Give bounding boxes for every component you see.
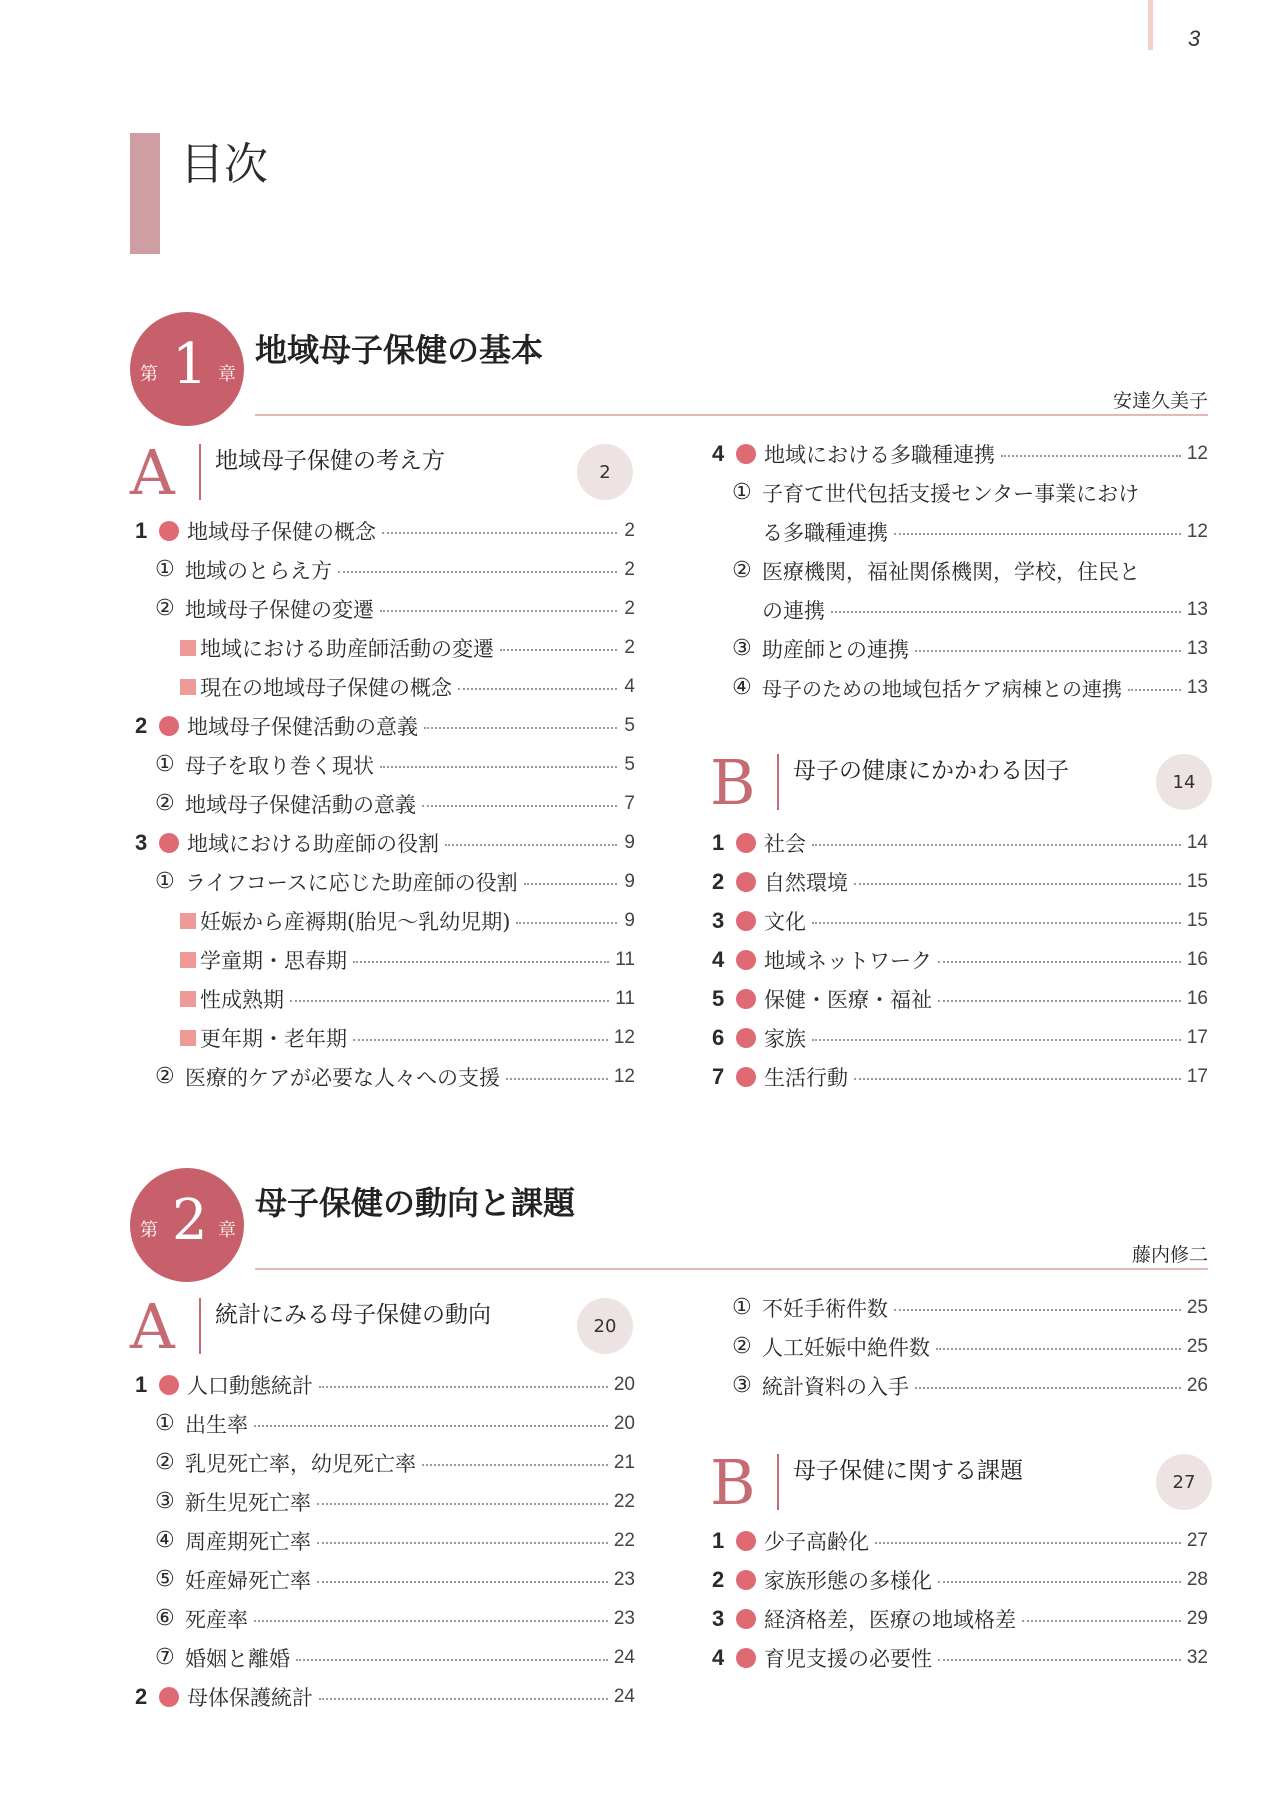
entry-number: 2 [712,1566,725,1592]
section-divider [777,1454,779,1510]
toc-entry-level3[interactable] [180,940,635,979]
entry-title: 社会 [764,831,806,856]
toc-entry-level3[interactable] [180,628,635,667]
entry-page: 24 [613,1646,635,1668]
entry-page: 24 [613,1685,635,1707]
entry-number: ② [155,1064,175,1089]
toc-entry-level2[interactable] [155,1404,635,1443]
entry-title: 地域母子保健活動の意義 [185,792,416,817]
entry-page: 23 [613,1607,635,1629]
entry-number: 7 [712,1063,725,1089]
entry-title: 出生率 [185,1412,248,1437]
entry-title: 地域母子保健活動の意義 [187,714,418,739]
red-dot-bullet-icon [736,1067,756,1087]
dot-leader [812,1039,1181,1041]
dot-leader [254,1620,608,1622]
entry-title: 家族形態の多様化 [764,1568,932,1593]
entry-title: 性成熟期 [200,987,284,1012]
entry-title: 母子を取り巻く現状 [185,753,374,778]
entry-page: 11 [615,987,635,1009]
section-page-badge: 2 [577,444,633,500]
red-dot-bullet-icon [736,911,756,931]
dot-leader [353,961,609,963]
entry-title: 医療機関，福祉関係機関，学校，住民と [762,559,1140,584]
dot-leader [254,1425,608,1427]
chapter-2-author: 藤内修二 [1131,1244,1208,1266]
dot-leader [290,1000,609,1002]
toc-entry-level2[interactable] [155,1443,635,1482]
dot-leader [854,1078,1181,1080]
entry-title: 生活行動 [764,1065,848,1090]
entry-page: 7 [624,792,635,814]
toc-entry-level1[interactable] [712,823,1208,862]
entry-title: 助産師との連携 [762,637,909,662]
toc-entry-level2[interactable] [732,551,1208,590]
square-bullet-icon [180,640,196,656]
chapter-number: 2 [172,1188,208,1253]
toc-entry-continuation[interactable] [762,512,1208,551]
toc-entry-level1[interactable] [712,901,1208,940]
toc-entry-level1[interactable] [135,1677,635,1716]
section-divider [199,1298,201,1354]
toc-entry-level2[interactable] [155,1057,635,1096]
chapter-2-badge [130,1168,244,1282]
entry-number: 4 [712,440,725,466]
entry-title-continued: の連携 [762,598,825,623]
entry-title: 母子のための地域包括ケア病棟との連携 [762,677,1122,701]
entry-title: 自然環境 [764,870,848,895]
chapter-2-title[interactable]: 母子保健の動向と課題 [255,1184,576,1222]
entry-page: 26 [1186,1374,1208,1396]
entry-number: ② [155,791,175,816]
toc-entry-level2[interactable] [732,1288,1208,1327]
entry-number: ② [732,1334,752,1359]
entry-number: 1 [712,829,725,855]
section-title[interactable]: 統計にみる母子保健の動向 [215,1302,491,1328]
dot-leader [500,649,617,651]
entry-title: 乳児死亡率，幼児死亡率 [185,1451,416,1476]
red-dot-bullet-icon [159,833,179,853]
dot-leader [382,532,617,534]
entry-page: 12 [613,1065,635,1087]
entry-number: 2 [135,712,148,738]
entry-page: 17 [1186,1065,1208,1087]
section-letter: A [130,436,175,509]
entry-number: ⑥ [155,1606,175,1631]
entry-page: 17 [1186,1026,1208,1048]
entry-number: 3 [712,1605,725,1631]
toc-entry-level1[interactable] [712,1560,1208,1599]
red-dot-bullet-icon [736,950,756,970]
entry-title: 家族 [764,1026,806,1051]
red-dot-bullet-icon [736,1648,756,1668]
entry-title: 地域ネットワーク [764,948,932,973]
entry-page: 13 [1186,598,1208,620]
entry-number: ⑦ [155,1645,175,1670]
dot-leader [1001,455,1181,457]
dot-leader [938,1659,1181,1661]
square-bullet-icon [180,952,196,968]
toc-entry-level2[interactable] [155,1482,635,1521]
entry-title: 更年期・老年期 [200,1026,347,1051]
entry-number: 2 [135,1683,148,1709]
entry-number: ① [155,752,175,777]
entry-number: ① [155,869,175,894]
dot-leader [938,961,1181,963]
toc-entry-level2[interactable] [155,550,635,589]
dot-leader [319,1698,608,1700]
entry-number: ③ [732,1373,752,1398]
toc-entry-level1[interactable] [712,1638,1208,1677]
dot-leader [506,1078,608,1080]
entry-number: 3 [135,829,148,855]
section-divider [199,444,201,500]
toc-entry-level1[interactable] [712,940,1208,979]
entry-title: 現在の地域母子保健の概念 [200,675,452,700]
entry-title: 地域母子保健の概念 [187,519,376,544]
dot-leader [424,727,617,729]
dot-leader [319,1386,608,1388]
entry-number: 5 [712,985,725,1011]
entry-title: 地域母子保健の変遷 [185,597,374,622]
entry-number: 4 [712,946,725,972]
entry-page: 2 [624,597,635,619]
entry-number: ④ [732,675,752,700]
entry-number: ② [155,1450,175,1475]
entry-title: 文化 [764,909,806,934]
entry-number: ① [155,1411,175,1436]
entry-page: 22 [613,1529,635,1551]
entry-page: 20 [613,1412,635,1434]
dot-leader [831,611,1181,613]
entry-number: ③ [155,1489,175,1514]
entry-title: 保健・医療・福祉 [764,987,932,1012]
chapter-sho: 章 [218,364,236,385]
entry-page: 20 [613,1373,635,1395]
dot-leader [938,1581,1181,1583]
section-page-badge: 14 [1156,754,1212,810]
chapter-dai: 第 [140,364,158,385]
chapter-number: 1 [172,332,208,397]
entry-page: 12 [1186,442,1208,464]
dot-leader [936,1348,1181,1350]
red-dot-bullet-icon [736,1609,756,1629]
entry-title: 人口動態統計 [187,1373,313,1398]
dot-leader [458,688,617,690]
toc-entry-level1[interactable] [712,979,1208,1018]
entry-number: 1 [135,1371,148,1397]
entry-page: 13 [1186,637,1208,659]
dot-leader [938,1000,1181,1002]
square-bullet-icon [180,1030,196,1046]
dot-leader [380,766,617,768]
section-letter: A [130,1290,175,1363]
entry-number: ② [155,596,175,621]
dot-leader [380,610,617,612]
entry-page: 5 [624,714,635,736]
toc-entry-level3[interactable] [180,667,635,706]
entry-title: 少子高齢化 [764,1529,869,1554]
section-letter: B [710,1446,756,1519]
toc-entry-level2[interactable] [155,1521,635,1560]
entry-title: 地域における多職種連携 [764,442,995,467]
entry-number: ① [732,1295,752,1320]
entry-page: 27 [1186,1529,1208,1551]
dot-leader [812,844,1181,846]
entry-number: 6 [712,1024,725,1050]
toc-entry-level1[interactable] [712,1057,1208,1096]
dot-leader [317,1542,608,1544]
toc-entry-level2[interactable] [732,668,1208,707]
red-dot-bullet-icon [736,1028,756,1048]
chapter-sho: 章 [218,1220,236,1241]
toc-entry-level2[interactable] [155,784,635,823]
entry-title: 育児支援の必要性 [764,1646,932,1671]
dot-leader [296,1659,608,1661]
entry-page: 12 [1186,520,1208,542]
red-dot-bullet-icon [736,989,756,1009]
dot-leader [854,883,1181,885]
chapter-1-rule [255,414,1208,416]
section-title[interactable]: 母子保健に関する課題 [793,1458,1023,1484]
dot-leader [422,805,617,807]
entry-number: 1 [135,517,148,543]
entry-number: ① [732,480,752,505]
entry-title: 人工妊娠中絶件数 [762,1335,930,1360]
chapter-1-author: 安達久美子 [1112,390,1208,412]
entry-page: 32 [1186,1646,1208,1668]
toc-entry-level2[interactable] [155,1599,635,1638]
toc-entry-level3[interactable] [180,1018,635,1057]
entry-page: 16 [1186,987,1208,1009]
toc-entry-level2[interactable] [155,589,635,628]
entry-title: 母体保護統計 [187,1685,313,1710]
entry-title: 医療的ケアが必要な人々への支援 [185,1065,500,1090]
entry-page: 16 [1186,948,1208,970]
toc-entry-level1[interactable] [712,1018,1208,1057]
chapter-1-badge [130,312,244,426]
entry-title: 地域のとらえ方 [185,558,332,583]
toc-entry-level1[interactable] [135,1365,635,1404]
entry-page: 12 [613,1026,635,1048]
red-dot-bullet-icon [159,716,179,736]
entry-number: ② [732,558,752,583]
entry-page: 23 [613,1568,635,1590]
dot-leader [1022,1620,1181,1622]
entry-page: 22 [613,1490,635,1512]
red-dot-bullet-icon [159,1687,179,1707]
entry-number: 4 [712,1644,725,1670]
chapter-2-rule [255,1268,1208,1270]
entry-page: 9 [624,909,635,931]
entry-number: 3 [712,907,725,933]
entry-number: 2 [712,868,725,894]
entry-page: 2 [624,519,635,541]
entry-title: 不妊手術件数 [762,1296,888,1321]
section-title[interactable]: 地域母子保健の考え方 [215,448,445,474]
entry-page: 4 [624,675,635,697]
entry-title: 妊娠から産褥期(胎児〜乳幼児期) [200,909,511,934]
entry-page: 15 [1186,870,1208,892]
toc-entry-level2[interactable] [732,629,1208,668]
entry-title: 地域における助産師活動の変遷 [200,636,494,661]
toc-entry-level3[interactable] [180,979,635,1018]
dot-leader [317,1581,608,1583]
header-rule [1148,0,1153,50]
toc-entry-level3[interactable] [180,901,635,940]
red-dot-bullet-icon [736,444,756,464]
dot-leader [353,1039,608,1041]
toc-entry-level2[interactable] [155,745,635,784]
toc-entry-level2[interactable] [732,1366,1208,1405]
toc-entry-level1[interactable] [135,706,635,745]
red-dot-bullet-icon [159,521,179,541]
entry-page: 13 [1186,676,1208,698]
dot-leader [445,844,617,846]
section-page-badge: 20 [577,1298,633,1354]
entry-page: 15 [1186,909,1208,931]
entry-title: ライフコースに応じた助産師の役割 [185,870,518,895]
dot-leader [338,571,617,573]
entry-page: 25 [1186,1296,1208,1318]
entry-title: 地域における助産師の役割 [187,831,439,856]
dot-leader [915,650,1181,652]
dot-leader [812,922,1181,924]
entry-page: 2 [624,636,635,658]
toc-entry-level1[interactable] [712,434,1208,473]
dot-leader [875,1542,1181,1544]
entry-number: ① [155,557,175,582]
entry-title: 婚姻と離婚 [185,1646,290,1671]
entry-title: 経済格差，医療の地域格差 [764,1607,1016,1632]
toc-entry-level2[interactable] [155,862,635,901]
red-dot-bullet-icon [736,1531,756,1551]
toc-entry-level2[interactable] [155,1560,635,1599]
entry-title: 周産期死亡率 [185,1529,311,1554]
red-dot-bullet-icon [736,1570,756,1590]
entry-title: 統計資料の入手 [762,1374,909,1399]
entry-number: ④ [155,1528,175,1553]
dot-leader [915,1387,1181,1389]
dot-leader [422,1464,608,1466]
toc-entry-level2[interactable] [732,473,1208,512]
entry-title: 新生児死亡率 [185,1490,311,1515]
dot-leader [516,922,617,924]
entry-title: 子育て世代包括支援センター事業におけ [762,481,1140,506]
entry-page: 25 [1186,1335,1208,1357]
red-dot-bullet-icon [736,833,756,853]
entry-page: 21 [613,1451,635,1473]
square-bullet-icon [180,991,196,1007]
toc-entry-level1[interactable] [712,1599,1208,1638]
dot-leader [524,883,617,885]
section-page-badge: 27 [1156,1454,1212,1510]
entry-page: 11 [615,948,635,970]
chapter-1-title[interactable]: 地域母子保健の基本 [255,331,544,369]
entry-page: 29 [1186,1607,1208,1629]
chapter-dai: 第 [140,1220,158,1241]
entry-page: 9 [624,831,635,853]
entry-title: 妊産婦死亡率 [185,1568,311,1593]
toc-title: 目次 [180,139,268,190]
entry-title: 学童期・思春期 [200,948,347,973]
toc-entry-level1[interactable] [712,862,1208,901]
toc-title-bar [130,133,160,254]
red-dot-bullet-icon [159,1375,179,1395]
square-bullet-icon [180,679,196,695]
entry-number: 1 [712,1527,725,1553]
section-letter: B [710,746,756,819]
entry-page: 14 [1186,831,1208,853]
page-number: 3 [1188,26,1201,51]
toc-entry-level2[interactable] [155,1638,635,1677]
dot-leader [1128,689,1181,691]
toc-entry-continuation[interactable] [762,590,1208,629]
toc-entry-level1[interactable] [135,823,635,862]
entry-title: 死産率 [185,1607,248,1632]
entry-number: ③ [732,636,752,661]
entry-page: 5 [624,753,635,775]
red-dot-bullet-icon [736,872,756,892]
dot-leader [894,1309,1181,1311]
square-bullet-icon [180,913,196,929]
entry-page: 2 [624,558,635,580]
toc-entry-level1[interactable] [712,1521,1208,1560]
section-title[interactable]: 母子の健康にかかわる因子 [793,758,1069,784]
dot-leader [894,533,1181,535]
entry-page: 28 [1186,1568,1208,1590]
toc-entry-level1[interactable] [135,511,635,550]
entry-page: 9 [624,870,635,892]
toc-entry-level2[interactable] [732,1327,1208,1366]
entry-number: ⑤ [155,1567,175,1592]
dot-leader [317,1503,608,1505]
entry-title-continued: る多職種連携 [762,520,888,545]
section-divider [777,754,779,810]
